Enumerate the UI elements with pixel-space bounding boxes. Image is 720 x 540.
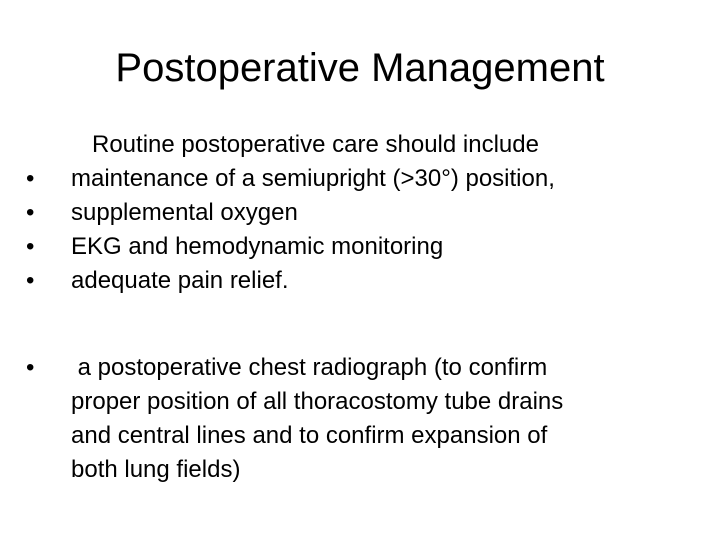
bullet-list bbox=[26, 162, 555, 298]
bullet-icon: • bbox=[26, 233, 35, 260]
bullet-icon: • bbox=[26, 165, 35, 192]
list-item bbox=[26, 162, 555, 196]
bullet-icon: • bbox=[26, 199, 35, 226]
slide-title: Postoperative Management bbox=[115, 46, 605, 90]
list-item bbox=[26, 196, 555, 230]
bullet-text-line: and central lines and to confirm expansion of bbox=[71, 422, 548, 449]
bullet-text-line: a postoperative chest radiograph (to confirm bbox=[71, 354, 548, 381]
list-item bbox=[26, 230, 555, 264]
list-item bbox=[26, 264, 555, 298]
bullet-text-line: proper position of all thoracostomy tube drains bbox=[71, 388, 564, 415]
bullet-text: supplemental oxygen bbox=[71, 199, 298, 226]
intro-text: Routine postoperative care should include bbox=[92, 131, 539, 158]
radiograph-bullet-list bbox=[26, 351, 676, 487]
bullet-text: maintenance of a semiupright (>30°) position, bbox=[71, 165, 555, 192]
bullet-icon: • bbox=[26, 354, 35, 381]
bullet-text: adequate pain relief. bbox=[71, 267, 289, 294]
bullet-icon: • bbox=[26, 267, 35, 294]
list-item bbox=[26, 351, 676, 487]
bullet-text-line: both lung fields) bbox=[71, 456, 241, 483]
bullet-text: EKG and hemodynamic monitoring bbox=[71, 233, 444, 260]
